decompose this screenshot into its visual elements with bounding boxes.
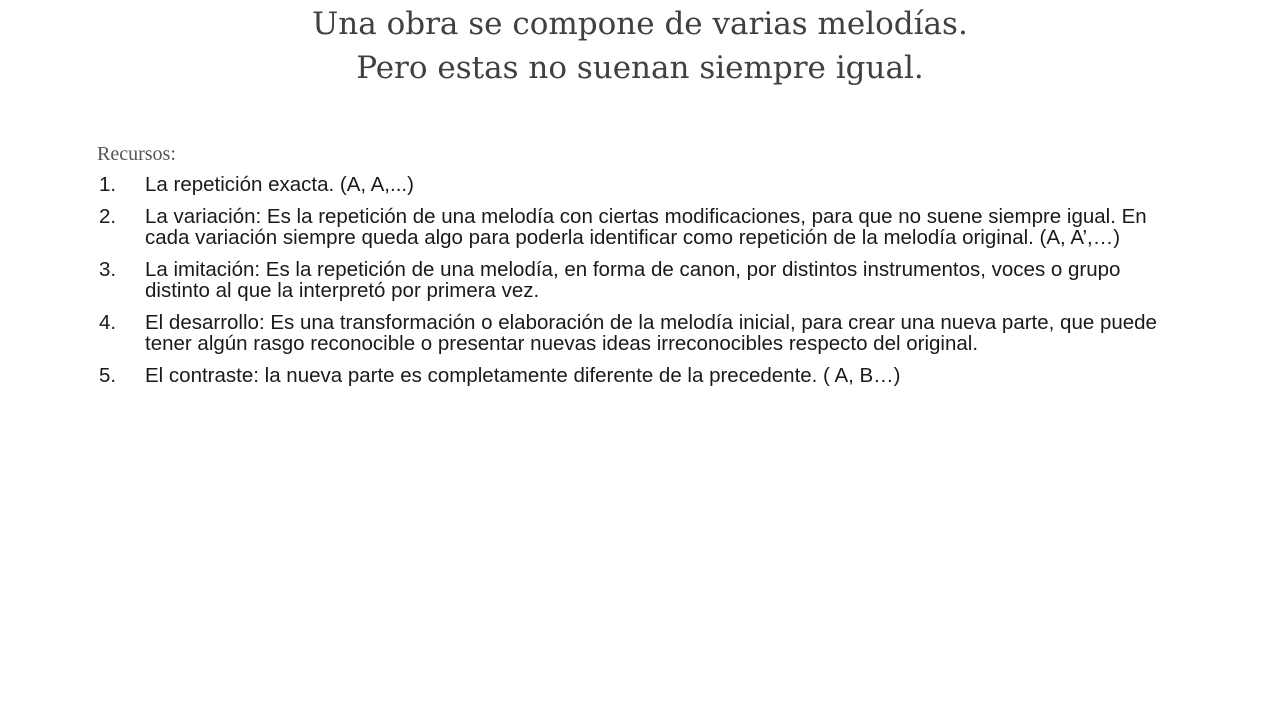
list-item [97,312,1172,354]
slide-body [97,142,1172,397]
list-item-number: 2. [99,205,117,228]
list-item-number: 3. [99,258,117,281]
resources-heading: Recursos: [97,143,176,165]
list-item-number: 5. [99,364,117,387]
list-item [97,259,1172,301]
resources-list [97,174,1172,386]
list-item [97,365,1172,386]
list-item-text: La repetición exacta. (A, A,...) [145,173,414,196]
list-item-number: 1. [99,173,117,196]
list-item-text: El desarrollo: Es una transformación o elaboración de la melodía inicial, para crear una nueva parte, que puede tener algún rasgo reconocible o presentar nuevas ideas irreconocibles respecto del original. [145,311,1157,355]
list-item-text: La imitación: Es la repetición de una melodía, en forma de canon, por distintos instrumentos, voces o grupo distinto al que la interpretó por primera vez. [145,258,1121,302]
list-item-number: 4. [99,311,117,334]
list-item-text: La variación: Es la repetición de una melodía con ciertas modificaciones, para que no suene siempre igual. En cada variación siempre queda algo para poderla identificar como repetición de la melodía original. (A, A’,…) [145,205,1147,249]
list-item [97,206,1172,248]
slide-title [40,2,1240,90]
title-line-1: Una obra se compone de varias melodías. [312,6,968,42]
title-line-2: Pero estas no suenan siempre igual. [356,50,924,86]
list-item [97,174,1172,195]
list-item-text: El contraste: la nueva parte es completamente diferente de la precedente. ( A, B…) [145,364,901,387]
